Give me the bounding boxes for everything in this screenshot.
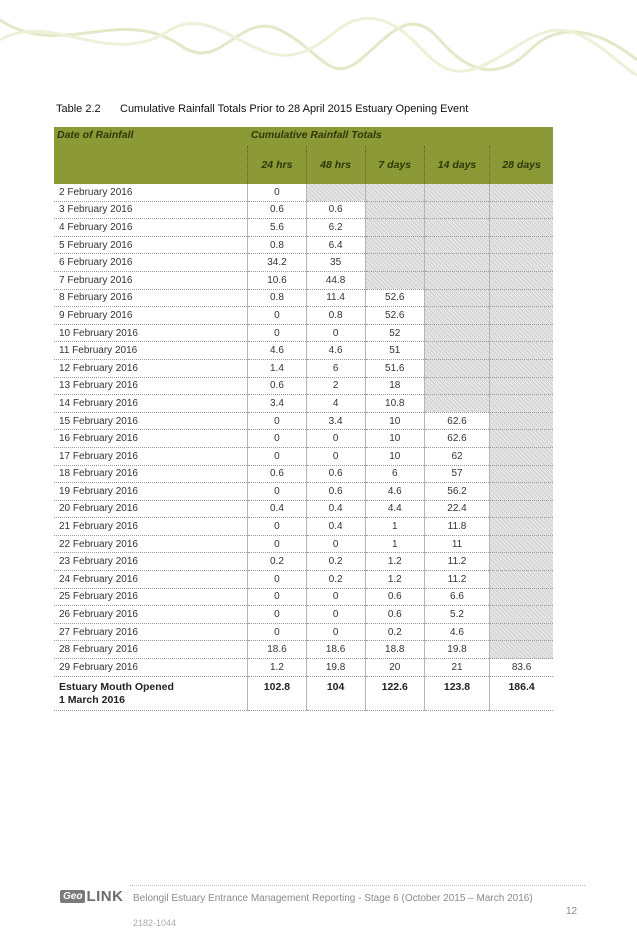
table-row <box>54 359 553 377</box>
row-value-28days <box>490 219 553 237</box>
row-value-24hrs: 0 <box>248 588 306 606</box>
total-value-14days: 123.8 <box>424 676 489 710</box>
row-value-28days <box>490 483 553 501</box>
row-value-24hrs: 1.2 <box>248 659 306 677</box>
row-value-28days <box>490 236 553 254</box>
row-value-48hrs: 44.8 <box>306 271 365 289</box>
row-value-48hrs: 0 <box>306 324 365 342</box>
row-value-24hrs: 0 <box>248 571 306 589</box>
row-value-7days <box>365 271 424 289</box>
row-value-14days: 62.6 <box>424 430 489 448</box>
geolink-logo <box>60 888 123 905</box>
row-value-24hrs: 5.6 <box>248 219 306 237</box>
row-date: 2 February 2016 <box>54 184 248 201</box>
row-value-14days: 11.2 <box>424 553 489 571</box>
row-value-14days <box>424 219 489 237</box>
row-value-24hrs: 0 <box>248 518 306 536</box>
row-value-14days: 62.6 <box>424 412 489 430</box>
row-value-24hrs: 0 <box>248 412 306 430</box>
table-row <box>54 254 553 272</box>
row-value-24hrs: 0 <box>248 430 306 448</box>
table-row <box>54 342 553 360</box>
row-date: 23 February 2016 <box>54 553 248 571</box>
row-value-14days: 11 <box>424 535 489 553</box>
row-date: 24 February 2016 <box>54 571 248 589</box>
row-value-48hrs: 0 <box>306 535 365 553</box>
row-value-7days: 1 <box>365 518 424 536</box>
row-value-28days <box>490 395 553 413</box>
row-date: 20 February 2016 <box>54 500 248 518</box>
table-row <box>54 236 553 254</box>
row-value-48hrs: 0.6 <box>306 465 365 483</box>
row-value-48hrs: 35 <box>306 254 365 272</box>
row-value-48hrs: 3.4 <box>306 412 365 430</box>
row-value-7days <box>365 219 424 237</box>
row-value-7days: 20 <box>365 659 424 677</box>
row-value-7days: 1 <box>365 535 424 553</box>
row-value-28days <box>490 254 553 272</box>
table-body <box>54 184 553 676</box>
row-value-48hrs: 6.2 <box>306 219 365 237</box>
row-value-14days <box>424 184 489 201</box>
row-value-24hrs: 0 <box>248 606 306 624</box>
header-cumulative-totals: Cumulative Rainfall Totals <box>248 127 553 146</box>
row-value-24hrs: 0.6 <box>248 201 306 219</box>
total-label-line2: 1 March 2016 <box>59 693 125 706</box>
row-value-7days: 6 <box>365 465 424 483</box>
row-value-48hrs: 0.6 <box>306 483 365 501</box>
table-row <box>54 571 553 589</box>
table-row <box>54 430 553 448</box>
row-value-14days <box>424 289 489 307</box>
row-value-48hrs: 19.8 <box>306 659 365 677</box>
row-value-48hrs: 4.6 <box>306 342 365 360</box>
row-value-24hrs: 0.8 <box>248 289 306 307</box>
row-date: 29 February 2016 <box>54 659 248 677</box>
table-title: Cumulative Rainfall Totals Prior to 28 April 2015 Estuary Opening Event <box>120 103 469 115</box>
row-date: 19 February 2016 <box>54 483 248 501</box>
row-value-7days: 0.6 <box>365 588 424 606</box>
row-value-24hrs: 0.4 <box>248 500 306 518</box>
footer-divider <box>130 885 585 886</box>
row-value-28days <box>490 430 553 448</box>
row-value-48hrs: 2 <box>306 377 365 395</box>
row-value-24hrs: 18.6 <box>248 641 306 659</box>
table-row <box>54 377 553 395</box>
row-value-24hrs: 0.6 <box>248 377 306 395</box>
row-value-28days: 83.6 <box>490 659 553 677</box>
row-value-14days: 22.4 <box>424 500 489 518</box>
row-date: 8 February 2016 <box>54 289 248 307</box>
row-value-48hrs: 4 <box>306 395 365 413</box>
row-value-7days <box>365 254 424 272</box>
row-date: 3 February 2016 <box>54 201 248 219</box>
row-value-28days <box>490 289 553 307</box>
row-value-14days: 19.8 <box>424 641 489 659</box>
table-row <box>54 184 553 201</box>
row-value-48hrs: 0 <box>306 623 365 641</box>
row-value-28days <box>490 500 553 518</box>
row-value-48hrs: 6.4 <box>306 236 365 254</box>
table-row <box>54 483 553 501</box>
row-value-14days <box>424 236 489 254</box>
row-value-28days <box>490 359 553 377</box>
row-value-7days: 4.6 <box>365 483 424 501</box>
header-col-14days: 14 days <box>424 146 489 184</box>
row-value-28days <box>490 641 553 659</box>
row-value-14days: 21 <box>424 659 489 677</box>
row-value-14days <box>424 201 489 219</box>
row-date: 17 February 2016 <box>54 447 248 465</box>
row-value-7days: 1.2 <box>365 553 424 571</box>
table-row <box>54 271 553 289</box>
row-value-24hrs: 0 <box>248 184 306 201</box>
row-date: 15 February 2016 <box>54 412 248 430</box>
header-col-7days: 7 days <box>365 146 424 184</box>
row-value-24hrs: 0 <box>248 535 306 553</box>
row-value-7days <box>365 201 424 219</box>
row-value-48hrs: 0.2 <box>306 553 365 571</box>
row-value-28days <box>490 588 553 606</box>
row-value-48hrs: 0 <box>306 447 365 465</box>
row-value-24hrs: 0.2 <box>248 553 306 571</box>
row-value-14days <box>424 359 489 377</box>
total-value-48hrs: 104 <box>306 676 365 710</box>
table-row <box>54 606 553 624</box>
row-value-14days <box>424 324 489 342</box>
row-value-14days <box>424 395 489 413</box>
row-value-48hrs: 0.4 <box>306 518 365 536</box>
row-date: 21 February 2016 <box>54 518 248 536</box>
row-value-28days <box>490 377 553 395</box>
table-row <box>54 412 553 430</box>
row-date: 11 February 2016 <box>54 342 248 360</box>
row-value-24hrs: 0 <box>248 324 306 342</box>
row-value-7days: 0.6 <box>365 606 424 624</box>
row-value-7days: 52.6 <box>365 307 424 325</box>
table-row <box>54 588 553 606</box>
row-value-7days: 18 <box>365 377 424 395</box>
table-row <box>54 500 553 518</box>
total-row <box>54 676 553 710</box>
row-value-48hrs: 0.4 <box>306 500 365 518</box>
row-value-48hrs: 6 <box>306 359 365 377</box>
footer-reference: 2182-1044 <box>133 918 177 928</box>
row-value-24hrs: 0 <box>248 623 306 641</box>
row-value-14days: 4.6 <box>424 623 489 641</box>
row-value-48hrs: 0.2 <box>306 571 365 589</box>
header-row-group <box>54 127 553 146</box>
row-value-14days: 11.2 <box>424 571 489 589</box>
total-label-line1: Estuary Mouth Opened <box>59 680 174 693</box>
table-row <box>54 553 553 571</box>
row-value-28days <box>490 623 553 641</box>
table-row <box>54 289 553 307</box>
decorative-wave-graphic <box>0 0 637 100</box>
row-value-14days <box>424 307 489 325</box>
row-value-48hrs: 11.4 <box>306 289 365 307</box>
row-date: 10 February 2016 <box>54 324 248 342</box>
row-date: 25 February 2016 <box>54 588 248 606</box>
total-value-24hrs: 102.8 <box>248 676 306 710</box>
row-value-28days <box>490 518 553 536</box>
table-row <box>54 324 553 342</box>
row-value-28days <box>490 342 553 360</box>
row-value-14days: 5.2 <box>424 606 489 624</box>
row-value-7days: 0.2 <box>365 623 424 641</box>
row-date: 4 February 2016 <box>54 219 248 237</box>
page-number: 12 <box>566 906 578 917</box>
row-value-28days <box>490 606 553 624</box>
table-row <box>54 465 553 483</box>
footer-document-title: Belongil Estuary Entrance Management Reporting - Stage 6 (October 2015 – March 2016) <box>133 893 533 904</box>
row-date: 5 February 2016 <box>54 236 248 254</box>
row-value-7days: 4.4 <box>365 500 424 518</box>
row-date: 28 February 2016 <box>54 641 248 659</box>
row-date: 16 February 2016 <box>54 430 248 448</box>
row-value-14days: 6.6 <box>424 588 489 606</box>
total-value-7days: 122.6 <box>365 676 424 710</box>
row-value-7days: 1.2 <box>365 571 424 589</box>
total-value-28days: 186.4 <box>490 676 553 710</box>
row-value-28days <box>490 184 553 201</box>
row-value-7days: 51.6 <box>365 359 424 377</box>
table-row <box>54 447 553 465</box>
row-value-7days: 18.8 <box>365 641 424 659</box>
header-col-48hrs: 48 hrs <box>306 146 365 184</box>
row-value-48hrs: 18.6 <box>306 641 365 659</box>
header-col-28days: 28 days <box>490 146 553 184</box>
row-date: 22 February 2016 <box>54 535 248 553</box>
row-value-24hrs: 1.4 <box>248 359 306 377</box>
row-value-14days <box>424 254 489 272</box>
total-label <box>54 676 248 710</box>
row-date: 26 February 2016 <box>54 606 248 624</box>
row-value-7days: 10 <box>365 447 424 465</box>
row-value-24hrs: 34.2 <box>248 254 306 272</box>
row-value-24hrs: 4.6 <box>248 342 306 360</box>
row-value-7days: 52.6 <box>365 289 424 307</box>
row-value-24hrs: 0 <box>248 483 306 501</box>
table-row <box>54 623 553 641</box>
table-row <box>54 535 553 553</box>
row-date: 14 February 2016 <box>54 395 248 413</box>
table-row <box>54 201 553 219</box>
row-value-28days <box>490 465 553 483</box>
table-row <box>54 219 553 237</box>
row-value-14days: 62 <box>424 447 489 465</box>
row-date: 12 February 2016 <box>54 359 248 377</box>
logo-geo: Geo <box>60 890 85 903</box>
row-value-14days <box>424 271 489 289</box>
table-number: Table 2.2 <box>56 103 101 115</box>
row-value-7days <box>365 184 424 201</box>
header-date-of-rainfall: Date of Rainfall <box>54 127 248 146</box>
table-row <box>54 518 553 536</box>
row-value-48hrs: 0 <box>306 588 365 606</box>
row-value-14days: 56.2 <box>424 483 489 501</box>
row-date: 9 February 2016 <box>54 307 248 325</box>
row-value-7days: 52 <box>365 324 424 342</box>
row-value-24hrs: 3.4 <box>248 395 306 413</box>
row-value-48hrs: 0 <box>306 430 365 448</box>
row-value-28days <box>490 201 553 219</box>
row-value-24hrs: 0.8 <box>248 236 306 254</box>
row-value-24hrs: 0.6 <box>248 465 306 483</box>
row-date: 7 February 2016 <box>54 271 248 289</box>
row-value-48hrs: 0.8 <box>306 307 365 325</box>
row-date: 18 February 2016 <box>54 465 248 483</box>
row-date: 13 February 2016 <box>54 377 248 395</box>
table-row <box>54 659 553 677</box>
row-value-7days: 10 <box>365 412 424 430</box>
row-value-14days <box>424 377 489 395</box>
rainfall-table <box>54 127 553 711</box>
row-value-7days: 51 <box>365 342 424 360</box>
row-value-7days: 10 <box>365 430 424 448</box>
row-value-28days <box>490 271 553 289</box>
table-row <box>54 641 553 659</box>
row-value-14days: 57 <box>424 465 489 483</box>
row-value-28days <box>490 412 553 430</box>
row-value-48hrs: 0.6 <box>306 201 365 219</box>
row-value-28days <box>490 324 553 342</box>
row-value-24hrs: 0 <box>248 447 306 465</box>
table-row <box>54 395 553 413</box>
row-value-24hrs: 0 <box>248 307 306 325</box>
header-blank <box>54 146 248 184</box>
row-value-28days <box>490 553 553 571</box>
row-value-28days <box>490 571 553 589</box>
row-value-7days <box>365 236 424 254</box>
row-value-14days <box>424 342 489 360</box>
row-value-28days <box>490 535 553 553</box>
header-row-columns <box>54 146 553 184</box>
logo-link: LINK <box>86 888 124 905</box>
table-row <box>54 307 553 325</box>
row-value-24hrs: 10.6 <box>248 271 306 289</box>
header-col-24hrs: 24 hrs <box>248 146 306 184</box>
row-value-48hrs: 0 <box>306 606 365 624</box>
row-value-28days <box>490 307 553 325</box>
table-caption <box>56 103 468 115</box>
row-value-48hrs <box>306 184 365 201</box>
row-value-28days <box>490 447 553 465</box>
row-value-7days: 10.8 <box>365 395 424 413</box>
row-date: 27 February 2016 <box>54 623 248 641</box>
row-date: 6 February 2016 <box>54 254 248 272</box>
row-value-14days: 11.8 <box>424 518 489 536</box>
